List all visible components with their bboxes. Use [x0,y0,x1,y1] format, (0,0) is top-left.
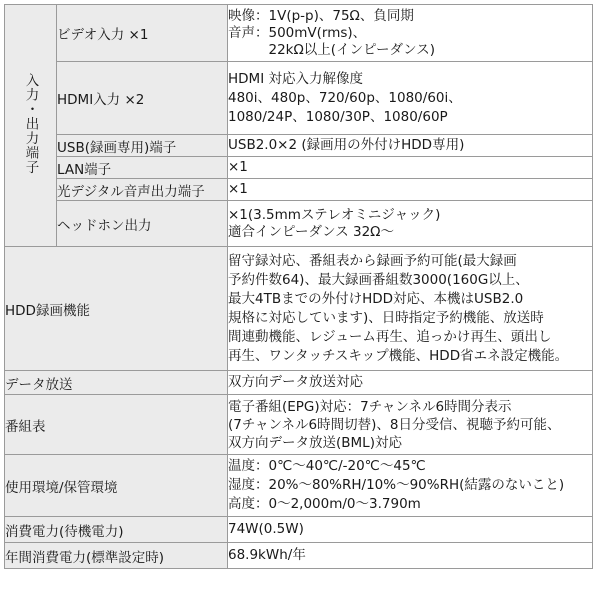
spec-label-data-broadcast: データ放送 [5,371,228,395]
value-line: 電子番組(EPG)対応：7チャンネル6時間分表示 [228,398,512,415]
spec-row-annual-power [5,543,593,569]
value-line: 74W(0.5W) [228,521,304,537]
spec-value-environment [228,455,593,517]
spec-label-headphone-out: ヘッドホン出力 [57,201,228,247]
spec-label-environment: 使用環境/保管環境 [5,455,228,517]
value-line: 留守録対応、番組表から録画予約可能(最大録画 [228,252,517,269]
value-line: 間連動機能、レジューム再生、追っかけ再生、頭出し [228,328,552,345]
spec-value-hdd-recording [228,247,593,371]
spec-row-power [5,517,593,543]
spec-value-data-broadcast [228,371,593,395]
spec-label-lan: LAN端子 [57,157,228,179]
value-line: ×1 [228,159,248,175]
value-line: 1080/24P、1080/30P、1080/60P [228,108,448,125]
value-line: 双方向データ放送(BML)対応 [228,434,402,451]
spec-label-video-input: ビデオ入力 ×1 [57,5,228,62]
value-line: 22kΩ以上(インピーダンス) [228,41,436,58]
spec-row-headphone-out [5,201,593,247]
spec-row-usb [5,135,593,157]
value-line: 適合インピーダンス 32Ω〜 [228,223,394,240]
spec-label-optical-out: 光デジタル音声出力端子 [57,179,228,201]
spec-row-lan [5,157,593,179]
spec-value-annual-power [228,543,593,569]
spec-row-program-guide [5,395,593,455]
spec-value-hdmi-input [228,62,593,135]
value-line: 予約件数64)、最大録画番組数3000(160G以上、 [228,271,529,288]
value-line: (7チャンネル6時間切替)、8日分受信、視聴予約可能、 [228,416,561,433]
spec-row-hdmi-input [5,62,593,135]
spec-row-optical-out [5,179,593,201]
spec-value-program-guide [228,395,593,455]
spec-label-usb: USB(録画専用)端子 [57,135,228,157]
spec-value-video-input [228,5,593,62]
spec-row-video-input [5,5,593,62]
value-line: 音声：500mV(rms)、 [228,24,367,41]
value-line: ×1(3.5mmステレオミニジャック) [228,206,441,223]
spec-label-hdd-recording: HDD録画機能 [5,247,228,371]
spec-label-power: 消費電力(待機電力) [5,517,228,543]
value-line: 湿度：20%〜80%RH/10%〜90%RH(結露のないこと) [228,477,565,493]
spec-label-program-guide: 番組表 [5,395,228,455]
spec-table [4,4,593,569]
value-line: 温度：0℃〜40℃/-20℃〜45℃ [228,458,426,474]
value-line: 480i、480p、720/60p、1080/60i、 [228,89,462,106]
io-terminals-group-label: 入力・出力端子 [5,5,57,247]
spec-row-environment [5,455,593,517]
spec-row-hdd-recording [5,247,593,371]
spec-label-annual-power: 年間消費電力(標準設定時) [5,543,228,569]
spec-value-optical-out [228,179,593,201]
value-line: 双方向データ放送対応 [228,374,363,390]
value-line: 68.9kWh/年 [228,547,306,563]
spec-row-data-broadcast [5,371,593,395]
value-line: 最大4TBまでの外付けHDD対応、本機はUSB2.0 [228,290,524,307]
value-line: 再生、ワンタッチスキップ機能、HDD省エネ設定機能。 [228,347,569,364]
value-line: ×1 [228,181,248,197]
value-line: USB2.0×2 (録画用の外付けHDD専用) [228,137,465,153]
spec-value-power [228,517,593,543]
spec-value-headphone-out [228,201,593,247]
value-line: HDMI 対応入力解像度 [228,70,363,87]
value-line: 規格に対応しています)、日時指定予約機能、放送時 [228,309,544,326]
spec-value-lan [228,157,593,179]
spec-value-usb [228,135,593,157]
value-line: 映像：1V(p-p)、75Ω、負同期 [228,7,414,24]
spec-label-hdmi-input: HDMI入力 ×2 [57,62,228,135]
value-line: 高度：0〜2,000m/0〜3.790m [228,496,421,512]
